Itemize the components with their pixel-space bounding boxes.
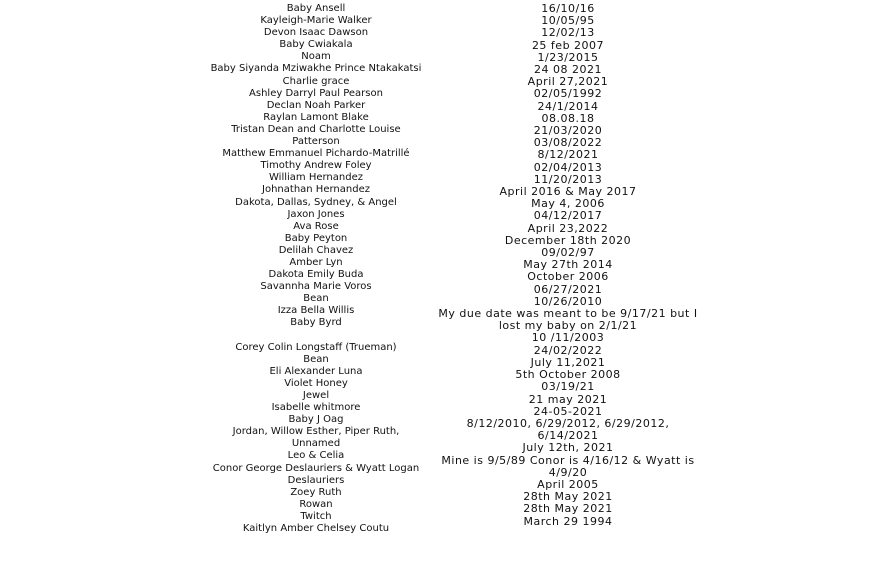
date-entry: 5th October 2008	[515, 368, 621, 382]
date-entry: 24/02/2022	[533, 343, 603, 357]
name-entry: William Hernandez	[269, 172, 363, 184]
name-entry: Ava Rose	[293, 220, 339, 232]
name-entry: Unnamed	[291, 438, 341, 450]
dates-column	[432, 3, 704, 528]
date-entry: April 27,2021	[527, 75, 609, 89]
name-entry: Johnathan Hernandez	[262, 184, 370, 196]
date-entry: April 2005	[537, 477, 599, 491]
name-entry: Amber Lyn	[289, 256, 343, 268]
name-entry: Bean	[303, 293, 329, 305]
date-entry: 10 /11/2003	[531, 331, 605, 345]
date-entry: 12/02/13	[541, 26, 595, 40]
date-entry: 4/9/20	[548, 465, 588, 479]
name-entry: Baby Ansell	[286, 3, 346, 14]
name-entry: Isabelle whitmore	[271, 402, 361, 414]
name-entry: Violet Honey	[284, 377, 348, 389]
name-entry: Raylan Lamont Blake	[263, 111, 369, 123]
date-entry: 24 08 2021	[534, 63, 602, 77]
name-entry: Baby Cwiakala	[279, 39, 353, 51]
date-entry: 24-05-2021	[533, 404, 603, 418]
name-entry: Baby Siyanda Mziwakhe Prince Ntakakatsi	[210, 63, 422, 75]
date-entry: 16/10/16	[541, 2, 595, 15]
name-entry: Timothy Andrew Foley	[260, 160, 372, 172]
date-entry: 02/05/1992	[533, 87, 603, 101]
date-entry: 03/08/2022	[533, 136, 603, 150]
name-entry: Ashley Darryl Paul Pearson	[249, 87, 383, 99]
name-entry: Kaitlyn Amber Chelsey Coutu	[242, 523, 390, 535]
name-entry: Jewel	[302, 390, 330, 401]
name-entry: Kayleigh-Marie Walker	[260, 15, 372, 27]
date-entry: April 23,2022	[527, 221, 609, 235]
name-entry: Patterson	[292, 136, 340, 148]
name-entry: Devon Isaac Dawson	[263, 27, 369, 39]
date-entry: 24/1/2014	[537, 99, 599, 113]
name-entry: Izza Bella Willis	[277, 305, 355, 317]
date-entry: March 29 1994	[523, 514, 613, 528]
date-entry: 10/05/95	[541, 14, 595, 28]
date-entry: 8/12/2010, 6/29/2012, 6/29/2012,	[466, 416, 670, 430]
date-entry: lost my baby on 2/1/21	[498, 319, 638, 333]
date-entry: 25 feb 2007	[531, 38, 605, 52]
date-entry: 02/04/2013	[533, 160, 603, 174]
date-entry: July 12th, 2021	[522, 441, 614, 455]
name-entry: Zoey Ruth	[290, 486, 342, 498]
date-entry: 04/12/2017	[533, 209, 603, 223]
name-entry: Bean	[303, 353, 329, 365]
name-entry: Corey Colin Longstaff (Trueman)	[235, 341, 397, 353]
date-entry: April 2016 & May 2017	[499, 185, 637, 199]
date-entry: 1/23/2015	[537, 50, 599, 64]
name-entry: Deslauriers	[287, 474, 345, 486]
name-entry: Matthew Emmanuel Pichardo-Matrillé	[222, 148, 410, 160]
date-entry: 21 may 2021	[528, 392, 608, 406]
date-entry: 21/03/2020	[533, 124, 603, 138]
name-entry: Conor George Deslauriers & Wyatt Logan	[212, 462, 420, 474]
date-entry: 11/20/2013	[533, 172, 603, 186]
date-entry: December 18th 2020	[504, 233, 632, 247]
date-entry: Mine is 9/5/89 Conor is 4/16/12 & Wyatt is	[441, 453, 695, 467]
name-entry: Twitch	[300, 510, 332, 522]
name-entry: Rowan	[299, 498, 333, 510]
date-entry: My due date was meant to be 9/17/21 but I	[438, 307, 698, 321]
name-entry: Baby J Oag	[288, 414, 344, 426]
date-entry: 10/26/2010	[533, 294, 603, 308]
name-entry: Baby Byrd	[290, 317, 342, 329]
name-entry: Charlie grace	[282, 75, 350, 87]
name-entry: Baby Peyton	[284, 232, 348, 244]
date-entry: 8/12/2021	[537, 148, 599, 162]
date-entry: 28th May 2021	[523, 502, 613, 516]
name-entry: Dakota, Dallas, Sydney, & Angel	[235, 196, 397, 208]
name-entry: Dakota Emily Buda	[268, 269, 364, 281]
date-entry: 03/19/21	[541, 380, 595, 394]
date-entry: May 4, 2006	[531, 197, 605, 211]
name-entry: Delilah Chavez	[278, 244, 354, 256]
name-entry: Jaxon Jones	[287, 208, 345, 220]
date-entry: May 27th 2014	[523, 258, 613, 272]
name-entry: Savannha Marie Voros	[260, 281, 372, 293]
date-entry: July 11,2021	[530, 355, 606, 369]
name-entry: Leo & Celia	[287, 450, 345, 462]
name-entry: Noam	[301, 51, 331, 63]
names-column	[188, 3, 444, 535]
name-entry: Jordan, Willow Esther, Piper Ruth,	[232, 426, 400, 438]
date-entry: 08.08.18	[541, 111, 595, 125]
date-entry: 6/14/2021	[537, 429, 599, 443]
date-entry: 28th May 2021	[523, 490, 613, 504]
date-entry: 06/27/2021	[533, 282, 603, 296]
name-entry: Tristan Dean and Charlotte Louise	[231, 123, 401, 135]
name-entry: Declan Noah Parker	[266, 99, 366, 111]
date-entry: October 2006	[527, 270, 609, 284]
name-entry: Eli Alexander Luna	[269, 365, 363, 377]
name-entry	[188, 330, 444, 342]
date-entry: 09/02/97	[541, 246, 595, 260]
